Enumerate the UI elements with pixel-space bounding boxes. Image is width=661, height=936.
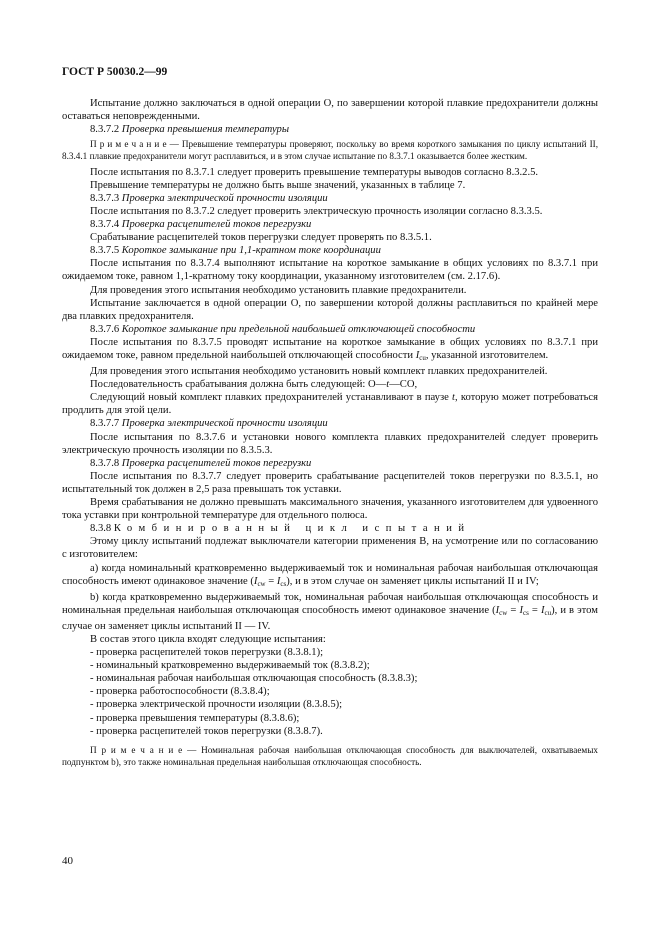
section-heading — [62, 192, 598, 205]
text-run: , которую может потребоваться продлить для этой цели. — [62, 392, 599, 417]
list-item: - проверка электрической прочности изоляции (8.3.8.5); — [90, 699, 343, 711]
section-heading — [62, 323, 598, 336]
symbol: t — [386, 379, 390, 391]
subscript: cu — [419, 354, 426, 362]
section-number: 8.3.7.3 — [90, 192, 120, 204]
paragraph: После испытания по 8.3.7.6 и установки нового комплекта плавких предохранителей следует проверить электрическую прочность изоляции по 8.3.5.3. — [62, 431, 598, 456]
equals: = — [507, 604, 520, 616]
text-run: ), и в этом случае он заменяет циклы испытаний II и IV; — [286, 575, 539, 587]
text-run: а) когда номинальный кратковременно выдерживаемый ток и номинальная рабочая наибольшая отключающая способность имеют одинаковое значение ( — [62, 562, 598, 587]
paragraph: Этому циклу испытаний подлежат выключатели категории применения В, на усмотрение или по согласованию с изготовителем: — [62, 536, 598, 561]
note-label: П р и м е ч а н и е — [90, 139, 167, 150]
section-title: Проверка электрической прочности изоляции — [121, 192, 328, 204]
symbol: I — [276, 575, 281, 587]
list-item: - проверка работоспособности (8.3.8.4); — [90, 686, 270, 698]
list-item: - проверка расцепителей токов перегрузки (8.3.8.7). — [90, 725, 323, 737]
note — [62, 744, 598, 768]
subscript: cs — [280, 579, 287, 588]
section-number: 8.3.7.2 — [90, 124, 120, 136]
symbol: I — [253, 575, 258, 587]
subscript: cs — [522, 608, 529, 617]
section-heading — [62, 417, 598, 430]
list-item: - номинальный кратковременно выдерживаемый ток (8.3.8.2); — [90, 660, 370, 672]
section-number: 8.3.8 — [90, 523, 112, 535]
section-title: Проверка электрической прочности изоляции — [121, 418, 328, 430]
document-header: ГОСТ Р 50030.2—99 — [62, 66, 168, 78]
list-item: - номинальная рабочая наибольшая отключающая способность (8.3.8.3); — [90, 673, 418, 685]
symbol: I — [519, 604, 523, 616]
section-number: 8.3.7.6 — [90, 323, 120, 335]
subscript: cw — [257, 579, 266, 588]
section-number: 8.3.7.4 — [90, 219, 120, 231]
list-item-b — [62, 591, 598, 633]
section-heading — [62, 457, 598, 470]
paragraph: После испытания по 8.3.7.2 следует проверить электрическую прочность изоляции согласно 8.3.3.5. — [90, 205, 543, 217]
section-title: Проверка расцепителей токов перегрузки — [121, 457, 312, 469]
text-run: Последовательность срабатывания должна быть следующей: О— — [90, 379, 387, 391]
text-run: ), и в этом случае он заменяет циклы испытаний II — IV. — [62, 604, 598, 632]
text-run: Следующий новый комплект плавких предохранителей устанавливают в паузе — [90, 392, 449, 404]
section-title: Проверка превышения температуры — [121, 124, 290, 136]
paragraph: Испытание должно заключаться в одной операции О, по завершении которой плавкие предохранители должны оставаться неповрежденными. — [62, 98, 598, 123]
paragraph: Срабатывание расцепителей токов перегрузки следует проверять по 8.3.5.1. — [90, 232, 432, 244]
equals: = — [265, 575, 277, 587]
paragraph: Для проведения этого испытания необходимо установить новый комплект плавких предохранителей. — [90, 366, 548, 378]
text-run: —СО, — [389, 379, 418, 391]
paragraph — [62, 336, 598, 365]
subscript: cu — [544, 608, 552, 617]
subscript: cw — [499, 608, 508, 617]
note-label: П р и м е ч а н и е — [90, 744, 183, 755]
paragraph — [62, 378, 598, 391]
paragraph: После испытания по 8.3.7.7 следует проверить срабатывание расцепителей токов перегрузки по 8.3.5.1, но испытательный ток должен в 2,5 раза превышать ток уставки. — [62, 470, 598, 495]
section-heading — [62, 123, 598, 136]
symbol: t — [452, 392, 455, 404]
symbol: I — [415, 350, 420, 361]
section-heading — [62, 522, 598, 535]
paragraph: После испытания по 8.3.7.4 выполняют испытание на короткое замыкание в общих условиях по 8.3.7.1 при ожидаемом токе, равном 1,1-кратному току координации, указанному изготовителем (см. 2.17.6). — [62, 258, 598, 283]
section-number: 8.3.7.7 — [90, 418, 120, 430]
list-item: - проверка расцепителей токов перегрузки (8.3.8.1); — [90, 647, 324, 659]
paragraph: В состав этого цикла входят следующие испытания: — [90, 633, 326, 645]
paragraph: Превышение температуры не должно быть выше значений, указанных в таблице 7. — [90, 179, 466, 191]
text-run: b) когда кратковременно выдерживаемый ток, номинальная рабочая наибольшая отключающая способность и номинальная предельная наибольшая отключающая способность имеют одинаковое значение ( — [62, 591, 598, 616]
section-number: 8.3.7.8 — [90, 457, 120, 469]
document-body — [62, 97, 598, 771]
note-text: — Номинальная рабочая наибольшая отключающая способность для выключателей, охватываемых подпунктом b), это также номинальная предельная наибольшая отключающая способность. — [62, 744, 598, 767]
text-run: После испытания по 8.3.7.5 проводят испытание на короткое замыкание в общих условиях по 8.3.7.1 при ожидаемом токе, равном предельной наибольшей отключающей способности — [62, 336, 598, 361]
page-number: 40 — [62, 855, 73, 867]
section-number: 8.3.7.5 — [90, 245, 120, 257]
equals: = — [528, 604, 541, 616]
note-text: — Превышение температуры проверяют, поскольку во время короткого замыкания по циклу испытаний II, 8.3.4.1 плавкие предохранители могут расплавиться, и в этом случае испытание по 8.3.7.1 оказывается более жестким. — [62, 139, 599, 162]
list-item: - проверка превышения температуры (8.3.8.6); — [90, 712, 300, 724]
paragraph — [62, 391, 598, 417]
section-heading — [62, 218, 598, 231]
symbol: I — [495, 604, 500, 616]
section-heading — [62, 244, 598, 257]
note — [62, 138, 598, 162]
paragraph: После испытания по 8.3.7.1 следует проверить превышение температуры выводов согласно 8.3.2.5. — [90, 166, 539, 178]
paragraph: Для проведения этого испытания необходимо установить плавкие предохранители. — [90, 284, 467, 296]
section-title: Короткое замыкание при 1,1-кратном токе координации — [121, 245, 381, 257]
section-title: Комбинированный цикл испытаний — [113, 523, 471, 535]
paragraph: Время срабатывания не должно превышать максимального значения, указанного изготовителем для удвоенного тока уставки при контрольной температуре для отдельного полюса. — [62, 497, 598, 522]
section-title: Проверка расцепителей токов перегрузки — [121, 219, 312, 231]
list-item-a — [62, 562, 598, 591]
section-title: Короткое замыкание при предельной наибольшей отключающей способности — [121, 323, 476, 335]
symbol: I — [540, 604, 545, 616]
paragraph: Испытание заключается в одной операции О, по завершении которой должны расплавиться по крайней мере два плавких предохранителя. — [62, 297, 598, 322]
text-run: , указанной изготовителем. — [425, 350, 549, 361]
